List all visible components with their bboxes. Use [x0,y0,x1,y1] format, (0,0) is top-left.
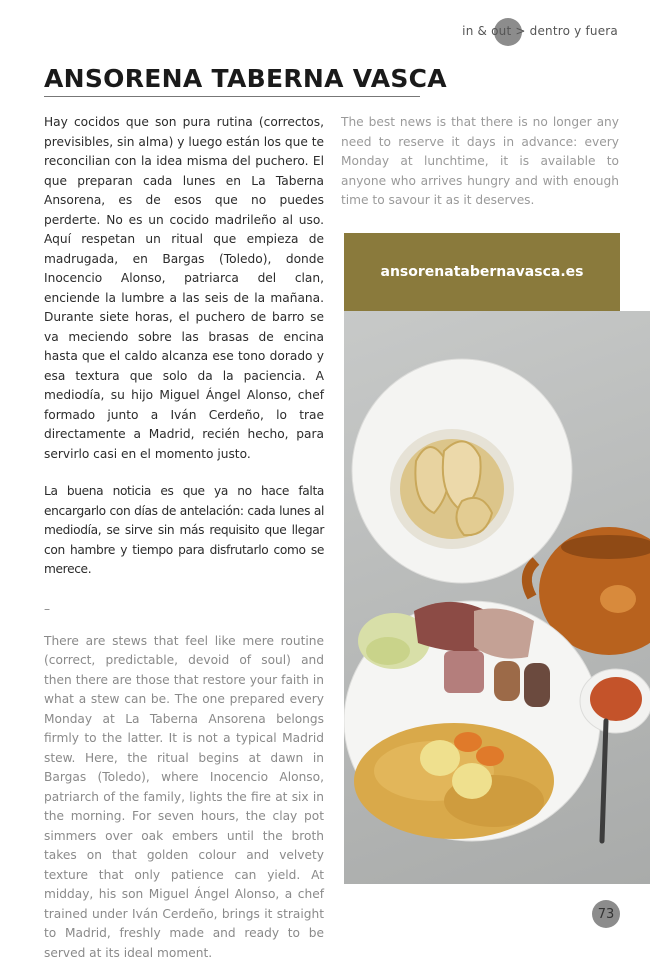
spanish-paragraph-1: Hay cocidos que son pura rutina (correctos, previsibles, sin alma) y luego están los que te reconcilian con la idea misma del puchero. El que preparan cada lunes en La Taberna Ansorena, es de esos que no puedes perderte. No es un cocido madrileño al uso. Aquí respetan un ritual que empieza de madrugada, en Bargas (Toledo), donde Inocencio Alonso, patriarca del clan, enciende la lumbre a las seis de la mañana. Durante siete horas, el puchero de barro se va meciendo sobre las brasas de encina hasta que el caldo alcanza ese tono dorado y esa textura que solo da la paciencia. A mediodía, su hijo Miguel Ángel Alonso, chef formado junto a Iván Cerdeño, lo trae directamente a Madrid, recién hecho, para servirlo casi en el momento justo. [44,113,324,464]
website-banner[interactable] [344,233,620,311]
cocido-photo [344,311,650,884]
website-link[interactable]: ansorenatabernavasca.es [381,264,584,280]
spanish-paragraph-2: La buena noticia es que ya no hace falta encargarlo con días de antelación: cada lunes al mediodía, se sirve sin más requisito que llegar con hambre y tiempo para disfrutarlo como se merece. [44,482,324,580]
english-paragraph-2: The best news is that there is no longer any need to reserve it days in advance: every Monday at lunchtime, it is available to anyone who arrives hungry and with enough time to savour it as it deserves. [341,113,619,211]
english-paragraph-1: There are stews that feel like mere routine (correct, predictable, devoid of soul) and then there are those that restore your faith in what a stew can be. The one prepared every Monday at La Taberna Ansorena belongs firmly to the latter. It is not a typical Madrid stew. Here, the ritual begins at dawn in Bargas (Toledo), where Inocencio Alonso, patriarch of the family, lights the fire at six in the morning. For seven hours, the clay pot simmers over oak embers until the broth takes on that golden colour and velvety texture that only patience can yield. At midday, his son Miguel Ángel Alonso, a chef trained under Iván Cerdeño, brings it straight to Madrid, freshly made and ready to be served at its ideal moment. [44,632,324,963]
left-column [44,113,324,963]
page-number: 73 [592,900,620,928]
section-tag [462,24,618,38]
cocido-illustration [344,311,650,884]
language-separator: – [44,600,324,620]
right-column [341,113,619,211]
section-tag-label: in & out > dentro y fuera [462,24,618,38]
article-title: ANSORENA TABERNA VASCA [44,64,420,97]
